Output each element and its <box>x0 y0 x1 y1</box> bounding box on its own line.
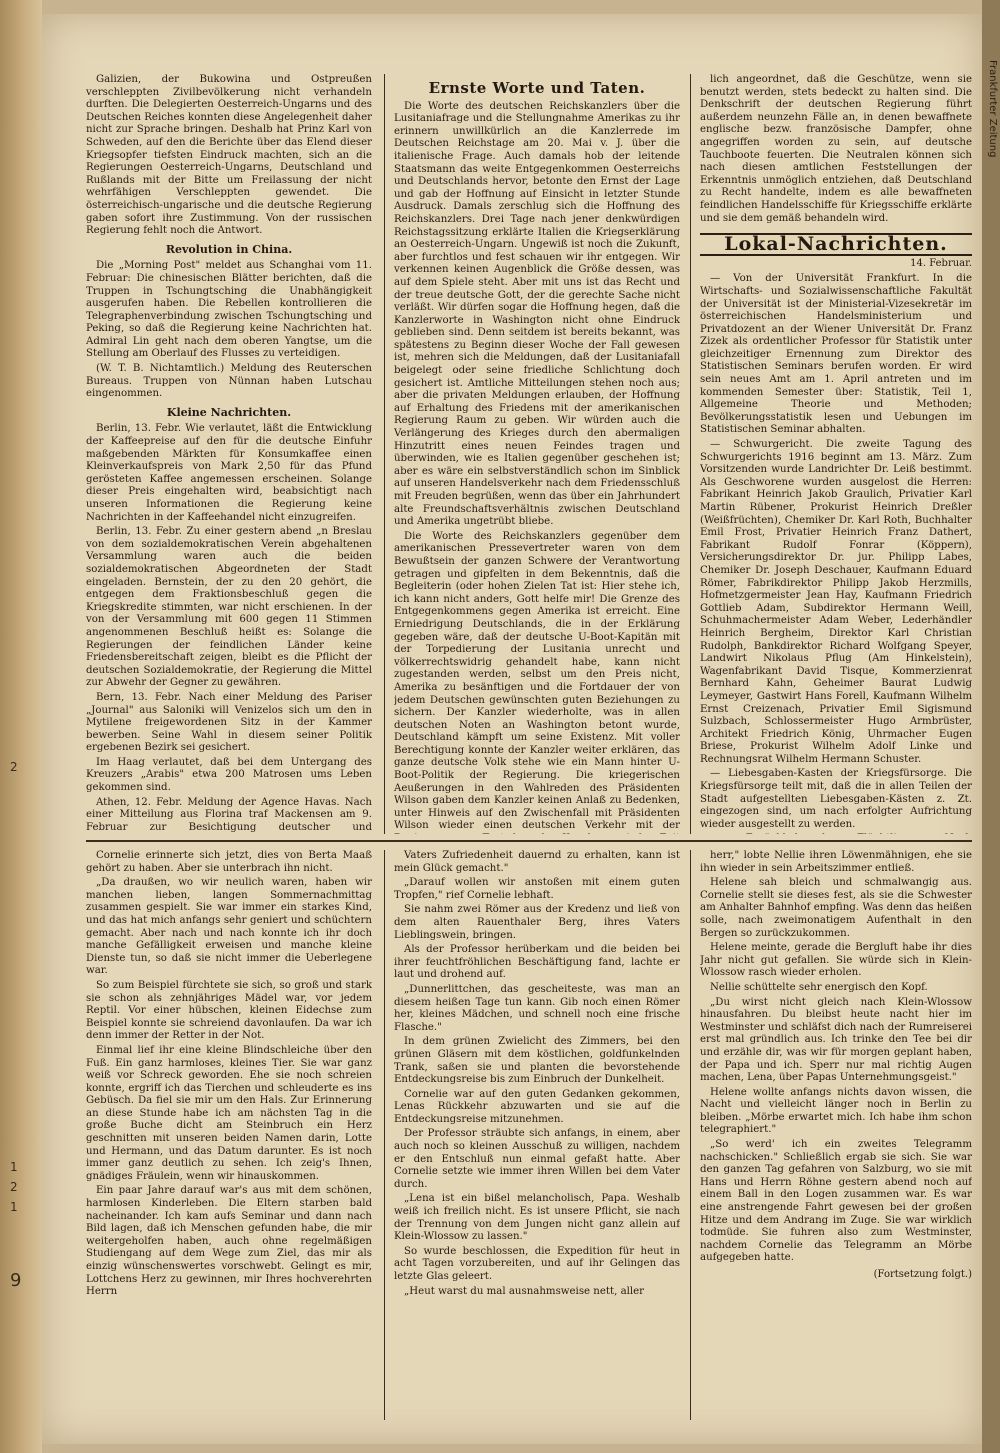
dateline: 14. Februar. <box>910 257 972 269</box>
story-paragraph: Helene sah bleich und schmalwangig aus. Cornelie stellt sie dieses fest, als sie die Schwester am Anhalter Bahnhof empfing. Was denn das heißen solle, nach zweimonatigem Aufenthalt in den Bergen so zurückzukommen. <box>700 877 972 939</box>
story-paragraph: Vaters Zufriedenheit dauernd zu erhalten, kann ist mein Glück gemacht." <box>394 850 680 874</box>
story-paragraph: Helene wollte anfangs nichts davon wissen, die Nacht und vielleicht länger noch in Berlin zu bleiben. „Mörbe erwartet mich. Ich habe ihm schon telegraphiert." <box>700 1086 972 1136</box>
binding-strip <box>0 0 42 1453</box>
news-item: Im Haag verlautet, daß bei dem Untergang des Kreuzers „Arabis" etwa 200 Matrosen ums Leben gekommen sind. <box>86 756 372 794</box>
article-paragraph: Galizien, der Bukowina und Ostpreußen verschleppten Zivilbevölkerung nicht verhandeln durften. Die Delegierten Oesterreich-Ungarns und des Deutschen Reiches konnten diese Angelegenheit daher nicht zur Sprache bringen. Deshalb hat Prinz Karl von Schweden, auf den die Berichte über das Elend dieser Kriegsopfer tiefsten Eindruck machten, sich an die Regierungen Oesterreich-Ungarns, Deutschland und Rußlands mit der Bitte um Freilassung der nicht wehrfähigen Verschleppten gewendet. Die österreichisch-ungarische und die deutsche Regierung gaben sofort ihre Zustimmung. Von der russischen Regierung fehlt noch die Antwort. <box>86 74 372 237</box>
binding-mark: 1 <box>10 1160 18 1174</box>
story-paragraph: Sie nahm zwei Römer aus der Kredenz und ließ von dem alten Rauenthaler Berg, ihres Vaters Lieblingswein, bringen. <box>394 904 680 941</box>
adjacent-page-text: Frankfurter Zeitung <box>987 60 998 158</box>
headline-lokal-nachrichten: Lokal-Nachrichten. <box>724 233 948 256</box>
news-item: — Schwurgericht. Die zweite Tagung des Schwurgerichts 1916 beginnt am 13. März. Zum Vorsitzenden wurde Landrichter Dr. Leiß bestimmt. Als Geschworene wurden ausgelost die Herren: Fabrikant Heinrich Jakob Graulich, Privatier Karl Martin Rübener, Prokurist Heinrich Dreßler (Weißfrüchten), Chemiker Dr. Karl Roth, Buchhalter Emil Frost, Privatier Heinrich Franz Dathert, Fabrikant Rudolf Fonrar (Köppern), Versicherungsdirektor Dr. jur. Philipp Labes, Chemiker Dr. Joseph Deschauer, Kaufmann Eduard Römer, Fabrikdirektor Philipp Jakob Herzmills, Hofmetzgermeister Jean Hay, Kaufmann Friedrich Gottlieb Adam, Subdirektor Hermann Weill, Schuhmachermeister Adam Weber, Lederhändler Heinrich Bergheim, Direktor Karl Christian Rudolph, Bankdirektor Richard Wolfgang Speyer, Landwirt Nikolaus Pflug (Am Hinkelstein), Wagenfabrikant David Tisque, Kommerzienrat Bernhard Kahn, Geheimer Baurat Ludwig Leymeyer, Gastwirt Hans Forell, Kaufmann Wilhelm Ernst Creizenach, Privatier Emil Sigismund Sulzbach, Schlossermeister Hugo Armbrüster, Architekt Friedrich König, Uhrmacher Eugen Briese, Prokurist Wilhelm Adolf Linke und Rechnungsrat Wilhelm Hermann Schuster. <box>700 439 972 765</box>
news-item: Athen, 12. Febr. Meldung der Agence Havas. Nach einer Mitteilung aus Florina traf Mackensen am 9. Februar zur Besichtigung deutscher und <box>86 796 372 833</box>
column-rule <box>384 850 385 1420</box>
story-paragraph: Helene meinte, gerade die Bergluft habe ihr dies Jahr nicht gut gefallen. Sie würde sich in Klein-Wlossow rasch wieder erholen. <box>700 942 972 979</box>
binding-mark: 2 <box>10 1180 18 1194</box>
binding-mark: 9 <box>10 1270 22 1291</box>
story-paragraph: Cornelie erinnerte sich jetzt, dies von Berta Maaß gehört zu haben. Aber sie unterbrach ihn nicht. <box>86 850 372 874</box>
feuilleton-column-2 <box>394 850 680 1420</box>
article-paragraph: lich angeordnet, daß die Geschütze, wenn sie benutzt werden, stets bedeckt zu halten sind. Die Denkschrift der deutschen Regierung führt außerdem neunzehn Fälle an, in denen bewaffnete englische bezw. französische Dampfer, ohne angegriffen worden zu sein, auf deutsche Tauchboote feuerten. Die Neutralen können sich nach diesen amtlichen Feststellungen der Erkenntnis unmöglich entziehen, daß Deutschland zu Recht handelte, indem es alle bewaffneten feindlichen Handelsschiffe für Kriegsschiffe erklärte und sie dem gemäß behandeln wird. <box>700 74 972 224</box>
story-paragraph: „So werd' ich ein zweites Telegramm nachschicken." Schließlich ergab sie sich. Sie war den ganzen Tag gefahren von Salzburg, wo sie mit Hans und Herrn Röhne gestern abend noch auf einem Ball in den Logen zusammen war. Es war eine anstrengende Fahrt gewesen bei der großen Hitze und dem Andrang im Zuge. Sie war wirklich todmüde. Sie fuhren also zum Westminster, nachdem Cornelie das Telegramm an Mörbe aufgegeben hatte. <box>700 1139 972 1264</box>
story-paragraph: Ein paar Jahre darauf war's aus mit dem schönen, harmlosen Kinderleben. Die Eltern starben bald nacheinander. Ich kam aufs Seminar und dann nach Bild lagen, daß ich Menschen gefunden habe, die mir weitergeholfen haben, auch ohne regelmäßigen Studiengang auf dem Wege zum Ziel, das mir als einzig wünschenswertes vorschwebt. Gelingt es mir, Lottchens Herz zu gewinnen, mir Ihres hochverehrten Herrn <box>86 1185 372 1298</box>
binding-mark: 2 <box>10 760 18 774</box>
article-paragraph: (W. T. B. Nichtamtlich.) Meldung des Reuterschen Bureaus. Truppen von Nünnan haben Lutschau eingenommen. <box>86 363 372 400</box>
news-item: Berlin, 13. Febr. Wie verlautet, läßt die Entwicklung der Kaffeepreise auf den für die deutsche Einfuhr maßgebenden Märkten für Konsumkaffee einen Kleinverkaufspreis von Mark 2,50 für das Pfund gerösteten Kaffee angemessen erscheinen. Solange dieser Preis eingehalten wird, beabsichtigt nach unseren Informationen die Regierung keine Nachrichten in der Kaffeehandel nicht einzugreifen. <box>86 423 372 523</box>
story-paragraph: „Heut warst du mal ausnahmsweise nett, aller <box>404 1285 645 1297</box>
story-paragraph: herr," lobte Nellie ihren Löwenmähnigen, ehe sie ihn wieder in sein Arbeitszimmer entließ. <box>700 850 972 874</box>
story-paragraph: So wurde beschlossen, die Expedition für heut in acht Tagen vorzubereiten, und auf ihr Gelingen das letzte Glas geleert. <box>394 1245 680 1282</box>
column-rule <box>384 74 385 834</box>
story-paragraph: „Du wirst nicht gleich nach Klein-Wlossow hinausfahren. Du bleibst heute nacht hier im Westminster und schläfst dich nach der Rumreiserei erst mal gründlich aus. Ich trinke den Tee bei dir und erzähle dir, was wir für morgen geplant haben, der Papa und ich. Sperr nur mal richtig Augen machen, Lena, über Papas Unternehmungsgeist." <box>700 996 972 1084</box>
feuilleton-column-1 <box>86 850 372 1420</box>
story-paragraph: Als der Professor herüberkam und die beiden bei ihrer feuchtfröhlichen Beschäftigung fand, lachte er laut und drohend auf. <box>394 944 680 981</box>
story-paragraph: „Darauf wollen wir anstoßen mit einem guten Tropfen," rief Cornelie lebhaft. <box>394 877 680 901</box>
column-1 <box>86 74 372 834</box>
column-rule <box>690 850 691 1420</box>
news-item: — Liebesgaben-Kasten der Kriegsfürsorge. Die Kriegsfürsorge teilt mit, daß die in allen Teilen der Stadt aufgestellten Liebesgaben-Kästen z. Zt. eingezogen sind, um nach erfolgter Aufrichtung wieder ausgestellt zu werden. <box>700 768 972 830</box>
news-item: — Von der Universität Frankfurt. In die Wirtschafts- und Sozialwissenschaftliche Fakultät der Universität ist der Ministerial-Vizesekretär im österreichischen Handelsministerium und Privatdozent an der Wiener Universität Dr. Franz Zizek als ordentlicher Professor für Statistik unter gleichzeitiger Ernennung zum Direktor des Statistischen Seminars berufen worden. Er wird sein neues Amt am 1. April antreten und im kommenden Semester über: Statistik, Teil 1, Allgemeine Theorie und Methoden; Bevölkerungsstatistik lesen und Uebungen im Statistischen Seminar abhalten. <box>700 273 972 436</box>
column-rule <box>690 74 691 834</box>
story-paragraph: „Da draußen, wo wir neulich waren, haben wir manchen lieben, langen Sommernachmittag zusammen gespielt. Sie war immer ein starkes Kind, und das hat mich anfangs sehr geniert und schüchtern gemacht. Aber nach und nach konnte ich ihr doch manche Gefälligkeit erweisen und manche kleine Dienste tun, so daß sie nicht immer die Ueberlegene war. <box>86 877 372 977</box>
feuilleton-rule <box>86 840 972 842</box>
adjacent-page-edge <box>982 0 1000 1453</box>
story-paragraph: „Lena ist ein bißel melancholisch, Papa. Weshalb weiß ich freilich nicht. Es ist unsere Pflicht, sie nach der Trennung von dem Jungen nicht ganz allein auf Klein-Wlossow zu lassen." <box>394 1193 680 1243</box>
story-paragraph: Nellie schüttelte sehr energisch den Kopf. <box>710 981 928 993</box>
headline-ernste-worte: Ernste Worte und Taten. <box>428 79 646 97</box>
column-2 <box>394 74 680 834</box>
story-paragraph: „Dunnerlittchen, das gescheiteste, was man an diesem heißen Tage tun kann. Gib noch einen Römer her, kleines Mädchen, und schnell noch eine frische Flasche." <box>394 983 680 1033</box>
news-item: Bern, 13. Febr. Nach einer Meldung des Pariser „Journal" aus Saloniki will Venizelos sich um den in Mytilene freigewordenen Sitz in der Kammer bewerben. Seine Wahl in diesem seiner Politik ergebenen Bezirk sei gesichert. <box>86 691 372 754</box>
news-item <box>700 833 972 834</box>
article-paragraph: Die Worte des Reichskanzlers gegenüber dem amerikanischen Pressevertreter waren von dem Bewußtsein der ganzen Schwere der Verantwortung getragen und gipfelten in dem Bekenntnis, daß die Begleiterin (oder hohen Zielen Tat ist: Hier stehe ich, ich kann nicht anders, Gott helfe mir! Die Grenze des Entgegenkommens gegen Amerika ist erreicht. Eine Erniedrigung Deutschlands, die in der Erklärung gegeben wäre, daß der deutsche U-Boot-Kapitän mit der Torpedierung der Lusitania unrecht und völkerrechtswidrig gehandelt habe, kann nicht zugestanden werden, selbst um den Preis nicht, Amerika zu besänftigen und die Fortdauer der von jedem Deutschen gewünschten guten Beziehungen zu sichern. Der Kanzler wiederholte, was in allen deutschen Noten an Washington betont wurde, Deutschland kämpft um seine Existenz. Mit voller Berechtigung konnte der Kanzler weiter erklären, das ganze deutsche Volk stehe wie ein Mann hinter U-Boot-Politik der Regierung. Die kriegerischen Aeußerungen in den Wahlreden des Präsidenten Wilson gaben dem Kanzler keinen Anlaß zu Bedenken, unter Hinweis auf den Zwischenfall mit Präsidenten Wilson wieder einen deutschen Verkehr mit der <box>394 530 680 832</box>
news-item: Berlin, 13. Febr. Zu einer gestern abend „n Breslau von dem sozialdemokratischen Verein abgehaltenen Versammlung waren auch die beiden sozialdemokratischen Abgeordneten der Stadt eingeladen. Bernstein, der zu den 20 gehört, die entgegen dem Fraktionsbeschluß gegen die Kriegskredite stimmten, war nicht erschienen. In der von der Versammlung mit 600 gegen 11 Stimmen angenommenen Beschluß heißt es: Solange die Regierungen der feindlichen Länder keine Friedensbereitschaft zeigen, bleibt es die Pflicht der deutschen Sozialdemokratie, der Regierung die Mittel zur Abwehr der Gegner zu gewähren. <box>86 526 372 689</box>
lokal-header <box>700 233 972 256</box>
headline-revolution: Revolution in China. <box>165 242 293 256</box>
story-paragraph: So zum Beispiel fürchtete sie sich, so groß und stark sie schon als zehnjähriges Mädel war, vor jedem Reptil. Vor einer hübschen, kleinen Eidechse zum Beispiel konnte sie schreiend davonlaufen. Da war ich denn immer der Retter in der Not. <box>86 979 372 1042</box>
article-paragraph: Die Worte des deutschen Reichskanzlers über die Lusitaniafrage und die Stellungnahme Amerikas zu ihr erinnern unwillkürlich an die Kanzlerrede im Deutschen Reichstage am 20. Mai v. J. über die italienische Frage. Auch damals hob der leitende Staatsmann das weite Entgegenkommen Oesterreichs und Deutschlands hervor, betonte den Ernst der Lage und gab der Hoffnung auf Einsicht in letzter Stunde Ausdruck. Damals zerschlug sich die Hoffnung des Reichskanzlers. Drei Tage nach jener denkwürdigen Reichstagssitzung erklärte Italien die Kriegserklärung an Oesterreich-Ungarn. Ungewiß ist noch die Zukunft, aber furchtlos und fest schauen wir ihr entgegen. Wir verkennen keinen Augenblick die Größe dessen, was auf dem Spiele steht. Aber mit uns ist das Recht und der treue deutsche Gott, der die gerechte Sache nicht verläßt. Wir dürfen sogar die Hoffnung hegen, daß die Kanzlerworte in Washington nicht ohne Eindruck geblieben sind. Denn seitdem ist bereits bekannt, was spätestens zu Beginn dieser Woche der Fall gewesen ist, mehren sich die Meldungen, daß der Lusitaniafall beigelegt oder seine friedliche Schlichtung doch gesichert ist. Amtliche Mitteilungen stehen noch aus; aber die privaten Meldungen erlauben, der Hoffnung auf Erhaltung des Friedens mit der amerikanischen Regierung Raum zu geben. Wir würden auch die Verlängerung des Krieges durch den abermaligen Hinzutritt eines neuen Feindes tragen und überwinden, wie es Italien gegenüber geschehen ist; aber es wäre ein selbstverständlich schon im Sinblick auf unseren Handelsverkehr nach dem Friedensschluß mit Freuden begrüßen, wenn das über ein Jahrhundert alte Freundschaftsverhältnis zwischen Deutschland und Amerika ungetrübt bliebe. <box>394 100 680 528</box>
story-paragraph: In dem grünen Zwielicht des Zimmers, bei den grünen Gläsern mit dem köstlichen, goldfunkelnden Trank, saßen sie und planten die bevorstehende Entdeckungsreise bis zum Einbruch der Dunkelheit. <box>394 1036 680 1086</box>
feuilleton-column-3 <box>700 850 972 1420</box>
story-paragraph: Der Professor sträubte sich anfangs, in einem, aber auch noch so kleinen Ausschuß zu willigen, nachdem er den Entschluß nun einmal gefaßt hatte. Aber Cornelie setzte wie immer ihren Willen bei dem Vater durch. <box>394 1128 680 1190</box>
continuation-note: (Fortsetzung folgt.) <box>873 1269 972 1280</box>
story-paragraph: Einmal lief ihr eine kleine Blindschleiche über den Fuß. Ein ganz harmloses, kleines Tier. Sie war ganz weiß vor Schreck geworden. Ehe sie noch schreien konnte, ergriff ich das Tierchen und schleuderte es ins Gebüsch. Da fiel sie mir um den Hals. Zur Erinnerung an diese Stunde habe ich am nächsten Tag in die große Buche dicht am Steinbruch ein Herz geschnitten mit unseren beiden Namen darin, Lotte und Hermann, und das Datum darunter. Es ist noch immer ganz deutlich zu sehen. Ich zeig's Ihnen, gnädiges Fräulein, wenn wir hinauskommen. <box>86 1044 372 1182</box>
binding-mark: 1 <box>10 1200 18 1214</box>
column-3 <box>700 74 972 834</box>
article-paragraph: Die „Morning Post" meldet aus Schanghai vom 11. Februar: Die chinesischen Blätter berichten, daß die Truppen in Tschungtsching die Unabhängigkeit ausgerufen haben. Die Rebellen kontrollieren die Telegraphenverbindung zwischen Tschungtsching und Peking, so daß die Regierung keine Nachrichten hat. Admiral Lin geht nach dem oberen Yangtse, um die Stellung am Oberlauf des Flusses zu verteidigen. <box>86 260 372 360</box>
headline-kleine-nachrichten: Kleine Nachrichten. <box>166 405 292 419</box>
story-paragraph: Cornelie war auf den guten Gedanken gekommen, Lenas Rückkehr abzuwarten und sie auf die Entdeckungsreise mitzunehmen. <box>394 1088 680 1125</box>
